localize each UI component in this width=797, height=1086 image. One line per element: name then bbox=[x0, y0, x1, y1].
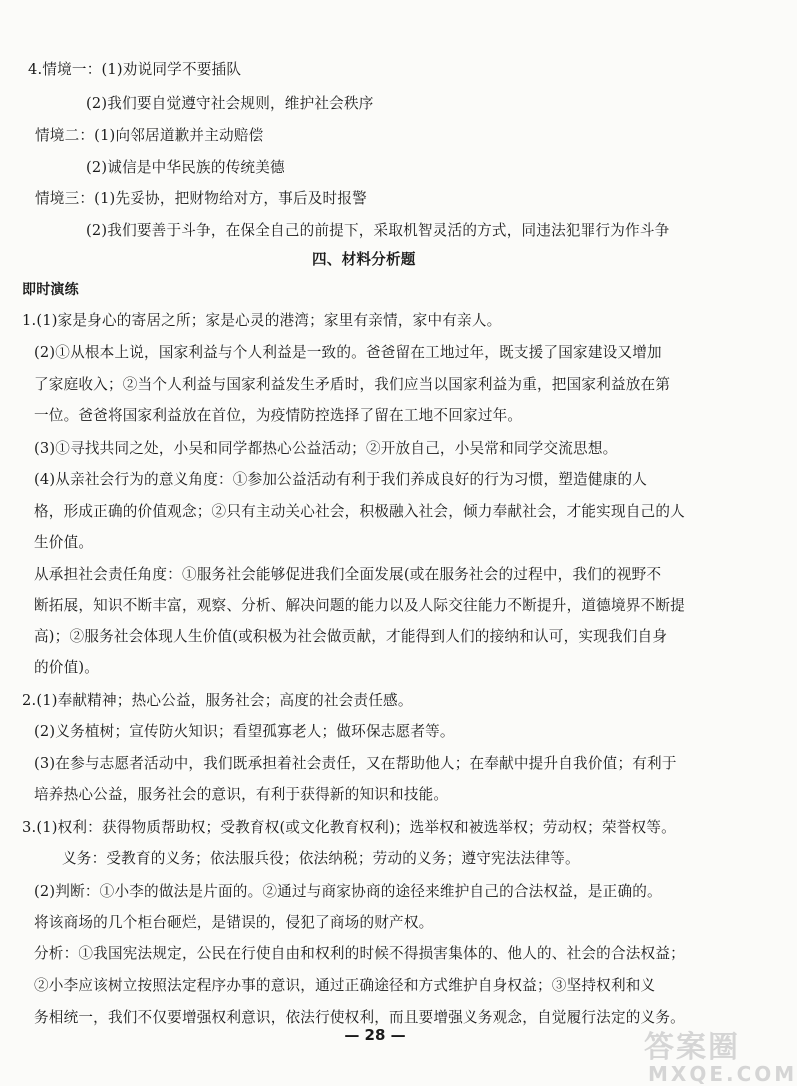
text-line: 1.(1)家是身心的寄居之所；家是心灵的港湾；家里有亲情，家中有亲人。 bbox=[22, 312, 502, 329]
text-line: 断拓展，知识不断丰富，观察、分析、解决问题的能力以及人际交往能力不断提升，道德境界不断提 bbox=[34, 597, 685, 614]
text-line: 情境三：(1)先妥协，把财物给对方，事后及时报警 bbox=[35, 190, 367, 207]
text-line: (3)①寻找共同之处，小吴和同学都热心公益活动；②开放自己，小吴常和同学交流思想。 bbox=[34, 440, 618, 457]
text-line: 分析：①我国宪法规定，公民在行使自由和权利的时候不得损害集体的、他人的、社会的合法权益； bbox=[34, 945, 685, 962]
text-line: 了家庭收入；②当个人利益与国家利益发生矛盾时，我们应当以国家利益为重，把国家利益放在第 bbox=[34, 376, 671, 393]
text-line: 培养热心公益，服务社会的意识，有利于获得新的知识和技能。 bbox=[34, 786, 449, 803]
text-line: 2.(1)奉献精神；热心公益，服务社会；高度的社会责任感。 bbox=[22, 692, 413, 709]
text-line: 的价值)。 bbox=[34, 659, 100, 676]
watermark-logo bbox=[640, 1022, 797, 1086]
subsection-title: 即时演练 bbox=[22, 282, 79, 298]
text-line: (4)从亲社会行为的意义角度：①参加公益活动有利于我们养成良好的行为习惯，塑造健康的人 bbox=[34, 471, 648, 488]
text-line: 生价值。 bbox=[34, 534, 94, 551]
text-line: (2)判断：①小李的做法是片面的。②通过与商家协商的途径来维护自己的合法权益，是正确的。 bbox=[34, 883, 662, 900]
text-line: (2)①从根本上说，国家利益与个人利益是一致的。爸爸留在工地过年，既支援了国家建设又增加 bbox=[34, 344, 662, 361]
text-line: (3)在参与志愿者活动中，我们既承担着社会责任，又在帮助他人；在奉献中提升自我价值；有利于 bbox=[34, 755, 677, 772]
text-line: ②小李应该树立按照法定程序办事的意识，通过正确途径和方式维护自身权益；③坚持权利和义 bbox=[34, 977, 656, 994]
text-line: 情境二：(1)向邻居道歉并主动赔偿 bbox=[35, 127, 264, 144]
text-line: (2)我们要善于斗争，在保全自己的前提下，采取机智灵活的方式，同违法犯罪行为作斗争 bbox=[86, 222, 670, 239]
text-line: 从承担社会责任角度：①服务社会能够促进我们全面发展(或在服务社会的过程中，我们的视野不 bbox=[34, 566, 662, 583]
text-line: 格，形成正确的价值观念；②只有主动关心社会，积极融入社会，倾力奉献社会，才能实现自己的人 bbox=[34, 503, 685, 520]
text-line: 高)；②服务社会体现人生价值(或积极为社会做贡献，才能得到人们的接纳和认可，实现我们自身 bbox=[34, 628, 668, 645]
watermark-text-top: 答案圈 bbox=[644, 1030, 740, 1065]
text-line: 3.(1)权利：获得物质帮助权；受教育权(或文化教育权利)；选举权和被选举权；劳动权；荣誉权等。 bbox=[22, 819, 676, 836]
section-title: 四、材料分析题 bbox=[312, 251, 416, 268]
text-line: 一位。爸爸将国家利益放在首位，为疫情防控选择了留在工地不回家过年。 bbox=[34, 407, 523, 424]
text-line: 4.情境一：(1)劝说同学不要插队 bbox=[28, 61, 242, 78]
text-line: (2)我们要自觉遵守社会规则，维护社会秩序 bbox=[86, 95, 374, 112]
text-line: 务相统一，我们不仅要增强权利意识，依法行使权利，而且要增强义务观念，自觉履行法定的义务。 bbox=[34, 1009, 685, 1026]
page-number: — 28 — bbox=[344, 1026, 406, 1044]
text-line: 将该商场的几个柜台砸烂，是错误的，侵犯了商场的财产权。 bbox=[34, 914, 434, 931]
watermark-text-bottom: MXQE.COM bbox=[648, 1062, 797, 1086]
text-line: 义务：受教育的义务；依法服兵役；依法纳税；劳动的义务；遵守宪法法律等。 bbox=[62, 850, 580, 867]
text-line: (2)义务植树；宣传防火知识；看望孤寡老人；做环保志愿者等。 bbox=[34, 723, 455, 740]
text-line: (2)诚信是中华民族的传统美德 bbox=[86, 159, 285, 176]
